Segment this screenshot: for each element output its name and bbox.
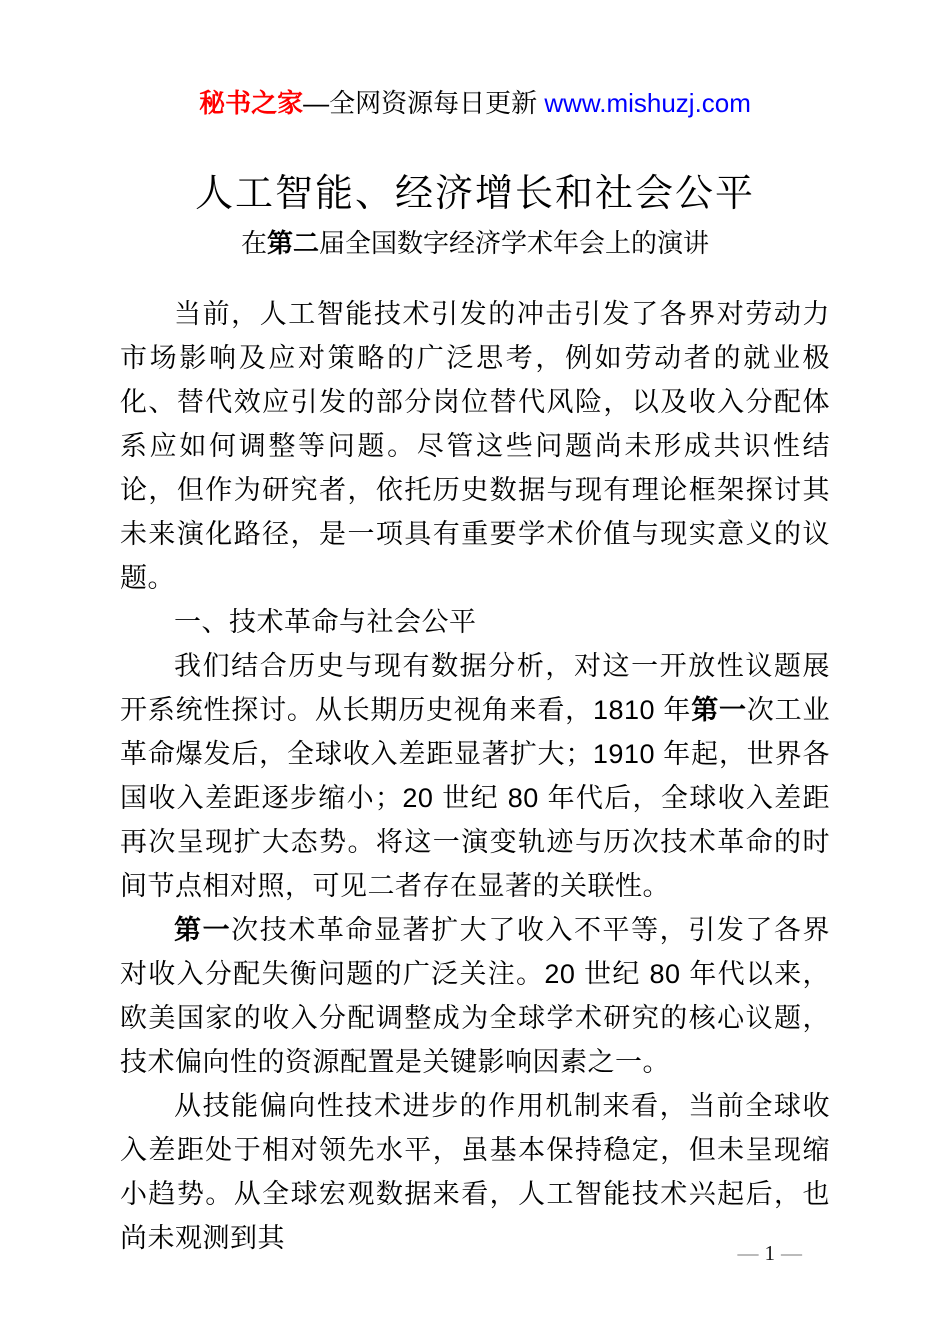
site-url-link[interactable]: www.mishuzj.com (544, 88, 751, 118)
text-run: 一、技术革命与社会公平 (174, 607, 477, 637)
page-number: 1 (764, 1241, 775, 1265)
text-run: 当前，人工智能技术引发的冲击引发了各界对劳动力市场影响及应对策略的广泛思考，例如劳动者的就业极化、替代效应引发的部分岗位替代风险，以及收入分配体系应如何调整等问题。尽管这些问题尚未形成共识性结论，但作为研究者，依托历史数据与现有理论框架探讨其未来演化路径，是一项具有重要学术价值与现实意义的议题。 (120, 299, 830, 593)
text-run: 从技能偏向性技术进步的作用机制来看，当前全球收入差距处于相对领先水平，虽基本保持稳定，但未呈现缩小趋势。从全球宏观数据来看，人工智能技术兴起后，也尚未观测到其 (120, 1091, 830, 1253)
document-subtitle (0, 226, 950, 260)
header-tagline: 全网资源每日更新 (329, 88, 545, 118)
text-run: 我们结合历史与现有数据分析，对这一开放性议题展开系统性探讨。从长期历史视角来看，1810 年 (120, 651, 830, 725)
site-header (0, 0, 950, 120)
document-title: 人工智能、经济增长和社会公平 (194, 173, 755, 215)
text-run: 在 (240, 228, 267, 258)
paragraph (120, 1084, 830, 1260)
text-run: 次工业革命爆发后，全球收入差距显著扩大；1910 年起，世界各国收入差距逐步缩小；20 世纪 80 年代后，全球收入差距再次呈现扩大态势。将这一演变轨迹与历次技术革命的时间节点相对照，可见二者存在显著的关联性。 (120, 695, 831, 901)
document-body (120, 292, 830, 1260)
footer-right-dash: — (781, 1241, 802, 1265)
paragraph (120, 292, 830, 600)
header-separator: — (303, 88, 330, 118)
text-run: 届全国数字经济学术年会上的演讲 (319, 228, 710, 258)
paragraph (120, 644, 830, 908)
footer-left-dash: — (737, 1241, 759, 1265)
paragraph (120, 908, 830, 1084)
bold-text-run: 第一 (691, 695, 747, 725)
section-heading (120, 600, 830, 644)
bold-text-run: 第二 (266, 228, 319, 258)
text-run: 次技术革命显著扩大了收入不平等，引发了各界对收入分配失衡问题的广泛关注。20 世纪 80 年代以来，欧美国家的收入分配调整成为全球学术研究的核心议题，技术偏向性的资源配置是关键影响因素之一。 (120, 915, 831, 1077)
site-brand: 秘书之家 (199, 88, 304, 118)
bold-text-run: 第一 (174, 915, 232, 945)
page-number-footer (738, 1240, 803, 1266)
